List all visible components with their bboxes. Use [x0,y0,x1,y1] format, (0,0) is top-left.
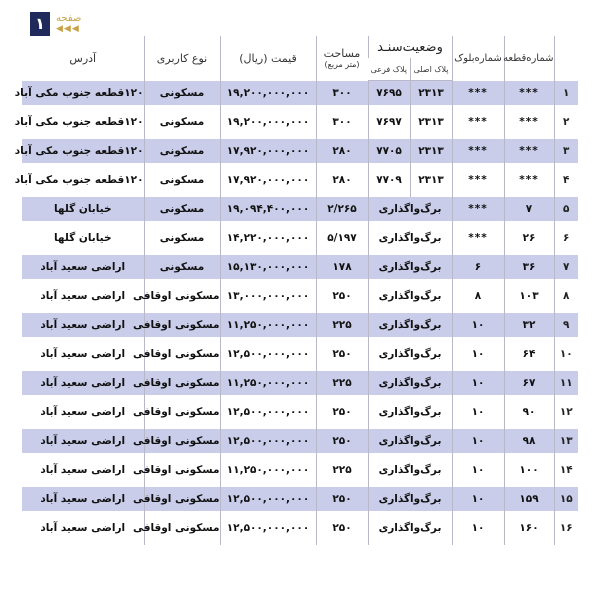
table-row [22,221,578,255]
plot-number: ۱۰۳ [504,279,554,313]
sub-plate: ۷۶۹۵ [368,81,410,106]
row-index: ۱۲ [554,395,578,429]
price-value: ۱۲,۵۰۰,۰۰۰,۰۰۰ [220,395,316,429]
price-value: ۱۲,۵۰۰,۰۰۰,۰۰۰ [220,429,316,453]
deed-status: برگ‌واگذاری [368,395,452,429]
deed-status: برگ‌واگذاری [368,221,452,255]
table-row [22,81,578,106]
plot-number: ۶۴ [504,337,554,371]
header-block-no: شماره‌بلوک [452,36,504,81]
address-value: ۱۲۰قطعه جنوب مکی آباد [14,116,144,128]
usage-type: مسکونی اوقافی [144,511,220,545]
usage-type: مسکونی اوقافی [144,429,220,453]
block-number: ۶ [452,255,504,279]
plot-number: ۲۶ [504,221,554,255]
header-deed-status: وضعیت‌سنـد [368,36,452,58]
address-value: اراضی سعید آباد [40,348,126,360]
table-row [22,429,578,453]
block-number: ۸ [452,279,504,313]
address-value: ۱۲۰قطعه جنوب مکی آباد [22,81,144,106]
usage-type: مسکونی [144,163,220,197]
usage-type: مسکونی اوقافی [144,337,220,371]
row-index: ۱۱ [554,371,578,395]
deed-status: برگ‌واگذاری [368,511,452,545]
plot-number: ۷ [504,197,554,221]
usage-type: مسکونی [144,197,220,221]
main-plate: ۲۳۱۳ [410,163,452,197]
header-row-no [554,36,578,81]
deed-status: برگ‌واگذاری [368,313,452,337]
plot-number: ۹۰ [504,395,554,429]
page-badge [30,12,81,36]
price-value: ۱۴,۲۲۰,۰۰۰,۰۰۰ [220,221,316,255]
address-value: ۱۲۰قطعه جنوب مکی آباد [22,139,144,163]
address-value: اراضی سعید آباد [40,290,126,302]
plot-number: *** [504,163,554,197]
plot-number: ۹۸ [504,429,554,453]
plot-number: ۶۷ [504,371,554,395]
area-value: ۲۸۰ [316,139,368,163]
header-usage: نوع کاربری [144,36,220,81]
deed-status: برگ‌واگذاری [368,337,452,371]
table-row [22,105,578,139]
block-number: *** [452,163,504,197]
table-row [22,337,578,371]
header-address: آدرس [69,51,97,65]
row-index: ۶ [554,221,578,255]
address-value: اراضی سعید آباد [22,371,144,395]
usage-type: مسکونی [144,81,220,106]
table-body [14,81,578,546]
row-index: ۱۰ [554,337,578,371]
usage-type: مسکونی [144,255,220,279]
area-value: ۵/۱۹۷ [316,221,368,255]
area-value: ۳۰۰ [316,105,368,139]
plot-number: *** [504,81,554,106]
price-value: ۱۱,۲۵۰,۰۰۰,۰۰۰ [220,313,316,337]
header-area-unit: (متر مربع) [324,60,360,70]
row-index: ۱ [554,81,578,106]
page-dots-icon: ◀◀◀ [56,24,80,34]
usage-type: مسکونی اوقافی [144,487,220,511]
address-value: خیابان گلها [22,197,144,221]
sub-plate: ۷۷۰۹ [368,163,410,197]
plot-number: ۱۵۹ [504,487,554,511]
header-main-plate: پلاک اصلی [410,58,452,81]
deed-status: برگ‌واگذاری [368,453,452,487]
table-row [22,279,578,313]
address-value: ۱۲۰قطعه جنوب مکی آباد [14,174,144,186]
usage-type: مسکونی [144,105,220,139]
area-value: ۱۷۸ [316,255,368,279]
sub-plate: ۷۶۹۷ [368,105,410,139]
row-index: ۵ [554,197,578,221]
deed-status: برگ‌واگذاری [368,429,452,453]
usage-type: مسکونی اوقافی [144,313,220,337]
price-value: ۱۲,۵۰۰,۰۰۰,۰۰۰ [220,487,316,511]
table-row [22,511,578,545]
table-row [22,371,578,395]
block-number: ۱۰ [452,395,504,429]
plot-number: ۱۰۰ [504,453,554,487]
address-value: اراضی سعید آباد [22,487,144,511]
price-value: ۱۹,۲۰۰,۰۰۰,۰۰۰ [220,105,316,139]
address-value: اراضی سعید آباد [40,522,126,534]
area-value: ۲۵۰ [316,429,368,453]
address-value: اراضی سعید آباد [22,313,144,337]
price-value: ۱۳,۰۰۰,۰۰۰,۰۰۰ [220,279,316,313]
plot-number: *** [504,105,554,139]
header-plot-no: شماره‌قطعه [504,36,554,81]
address-value: اراضی سعید آباد [22,429,144,453]
usage-type: مسکونی [144,139,220,163]
usage-type: مسکونی اوقافی [144,453,220,487]
block-number: ۱۰ [452,313,504,337]
header-area [316,36,368,81]
deed-status: برگ‌واگذاری [368,279,452,313]
area-value: ۲۵۰ [316,337,368,371]
plot-number: ۳۲ [504,313,554,337]
row-index: ۷ [554,255,578,279]
block-number: ۱۰ [452,453,504,487]
block-number: ۱۰ [452,511,504,545]
area-value: ۲۵۰ [316,279,368,313]
block-number: ۱۰ [452,337,504,371]
price-value: ۱۹,۰۹۴,۴۰۰,۰۰۰ [220,197,316,221]
table-row [22,313,578,337]
block-number: ۱۰ [452,371,504,395]
address-value: خیابان گلها [53,232,112,244]
row-index: ۲ [554,105,578,139]
address-value: اراضی سعید آباد [40,464,126,476]
block-number: *** [452,197,504,221]
usage-type: مسکونی اوقافی [144,395,220,429]
deed-status: برگ‌واگذاری [368,487,452,511]
row-index: ۳ [554,139,578,163]
price-value: ۱۹,۲۰۰,۰۰۰,۰۰۰ [220,81,316,106]
plot-number: *** [504,139,554,163]
page-label: صفحه [56,13,82,24]
usage-type: مسکونی [144,221,220,255]
main-plate: ۲۳۱۳ [410,105,452,139]
table-row [22,395,578,429]
plot-number: ۳۶ [504,255,554,279]
table-row [22,197,578,221]
area-value: ۲۲۵ [316,313,368,337]
row-index: ۱۴ [554,453,578,487]
area-value: ۳۰۰ [316,81,368,106]
table-row [22,139,578,163]
header-area-label: مساحت [323,47,361,61]
block-number: *** [452,139,504,163]
price-value: ۱۱,۲۵۰,۰۰۰,۰۰۰ [220,371,316,395]
row-index: ۹ [554,313,578,337]
usage-type: مسکونی اوقافی [144,279,220,313]
main-plate: ۲۳۱۳ [410,81,452,106]
table-row [22,163,578,197]
row-index: ۴ [554,163,578,197]
area-value: ۲۲۵ [316,371,368,395]
property-table [14,36,578,545]
main-plate: ۲۳۱۳ [410,139,452,163]
address-value: اراضی سعید آباد [22,255,144,279]
usage-type: مسکونی اوقافی [144,371,220,395]
area-value: ۲۸۰ [316,163,368,197]
header-price: قیمت (ریال) [220,36,316,81]
table-row [22,453,578,487]
block-number: *** [452,81,504,106]
price-value: ۱۲,۵۰۰,۰۰۰,۰۰۰ [220,511,316,545]
row-index: ۸ [554,279,578,313]
row-index: ۱۵ [554,487,578,511]
plot-number: ۱۶۰ [504,511,554,545]
block-number: *** [452,221,504,255]
area-value: ۲۵۰ [316,511,368,545]
deed-status: برگ‌واگذاری [368,197,452,221]
sub-plate: ۷۷۰۵ [368,139,410,163]
area-value: ۲/۲۶۵ [316,197,368,221]
row-index: ۱۳ [554,429,578,453]
area-value: ۲۵۰ [316,487,368,511]
deed-status: برگ‌واگذاری [368,255,452,279]
price-value: ۱۷,۹۲۰,۰۰۰,۰۰۰ [220,139,316,163]
page-number: ۱ [30,12,50,36]
area-value: ۲۲۵ [316,453,368,487]
address-value: اراضی سعید آباد [40,406,126,418]
deed-status: برگ‌واگذاری [368,371,452,395]
table-row [22,487,578,511]
block-number: ۱۰ [452,429,504,453]
block-number: ۱۰ [452,487,504,511]
page-label-group [56,12,81,34]
price-value: ۱۲,۵۰۰,۰۰۰,۰۰۰ [220,337,316,371]
price-value: ۱۷,۹۲۰,۰۰۰,۰۰۰ [220,163,316,197]
header-sub-plate: پلاک فرعی [368,58,410,81]
price-value: ۱۵,۱۳۰,۰۰۰,۰۰۰ [220,255,316,279]
header-row-top [22,36,578,58]
area-value: ۲۵۰ [316,395,368,429]
block-number: *** [452,105,504,139]
row-index: ۱۶ [554,511,578,545]
price-value: ۱۱,۲۵۰,۰۰۰,۰۰۰ [220,453,316,487]
table-row [22,255,578,279]
